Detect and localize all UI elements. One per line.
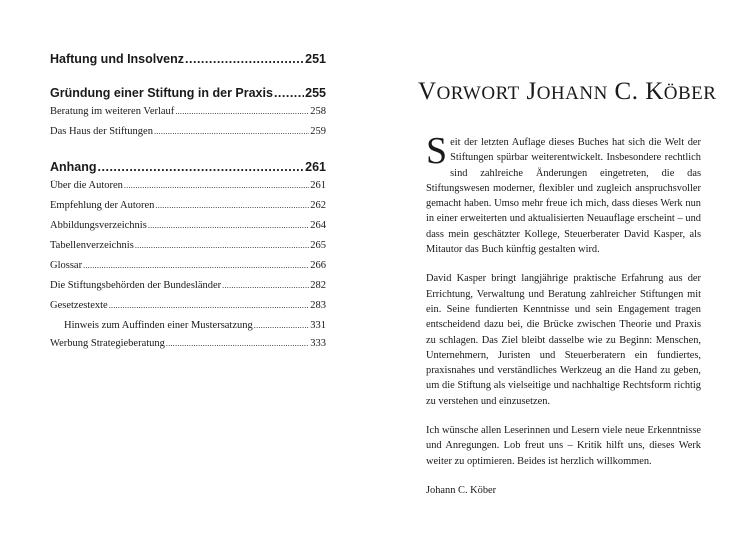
toc-entry-page: 265	[310, 240, 326, 251]
toc-entry-page: 259	[310, 126, 326, 137]
toc-entry-page: 251	[305, 52, 326, 66]
toc-entry-page: 331	[310, 320, 326, 331]
toc-leader-dots	[83, 261, 309, 270]
toc-leader-dots	[124, 181, 309, 190]
toc-leader-dots	[135, 241, 309, 250]
preface-paragraph-1: Seit der letzten Auflage dieses Buches hat sich die Welt der Stiftungen spürbar weiterentwickelt. Insbesondere rechtlich sind zahlreiche Änderungen eingetreten, die das Stiftungswesen moderner, flexibler und zugleich anspruchsvoller gemacht haben. Umso mehr freue ich mich, dass dieses Werk nun in einer erweiterten und aktualisierten Neuauflage erscheint – und dass mein geschätzter Kollege, Steuerberater David Kasper, als Mitautor das Buch künftig gestalten wird.	[426, 130, 701, 256]
table-of-contents	[50, 52, 326, 358]
toc-entry-title: Haftung und Insolvenz	[50, 52, 185, 66]
toc-entry	[50, 126, 326, 146]
preface-paragraph-3: Ich wünsche allen Leserinnen und Lesern viele neue Erkenntnisse und Anregungen. Lob freut uns – Kritik hilft uns, dieses Werk weiter zu optimieren. Beides ist herzlich willkommen.	[426, 425, 701, 467]
toc-entry	[50, 220, 326, 240]
toc-entry-title: Über die Autoren	[50, 180, 123, 191]
toc-entry	[50, 260, 326, 280]
toc-entry	[50, 86, 326, 106]
signature: Johann C. Köber	[426, 484, 497, 496]
toc-entry	[50, 180, 326, 200]
toc-entry-page: 261	[305, 160, 326, 174]
toc-entry-title: Anhang	[50, 160, 97, 174]
toc-leader-dots	[154, 127, 309, 136]
toc-entry-page: 255	[305, 86, 326, 100]
toc-entry-page: 264	[310, 220, 326, 231]
toc-leader-dots	[185, 52, 304, 66]
toc-entry-page: 258	[310, 106, 326, 117]
toc-entry-title: Empfehlung der Autoren	[50, 200, 155, 211]
toc-entry	[50, 320, 326, 338]
toc-entry-title: Glossar	[50, 260, 83, 271]
toc-leader-dots	[155, 201, 309, 210]
toc-entry-page: 333	[310, 338, 326, 349]
toc-entry-page: 262	[310, 200, 326, 211]
toc-entry	[50, 280, 326, 300]
toc-entry-title: Abbildungsverzeichnis	[50, 220, 147, 231]
toc-entry-page: 282	[310, 280, 326, 291]
toc-entry-title: Hinweis zum Auffinden einer Mustersatzung	[64, 320, 253, 331]
toc-entry	[50, 200, 326, 220]
toc-entry-title: Werbung Strategieberatung	[50, 338, 165, 349]
preface-body	[426, 130, 701, 498]
toc-entry	[50, 52, 326, 72]
preface-paragraph-2: David Kasper bringt langjährige praktische Erfahrung aus der Errichtung, Verwaltung und Beratung zahlreicher Stiftungen mit ein. Seine fundierten Kenntnisse und sein Engagement tragen entscheidend dazu bei, die Brücke zwischen Theorie und Praxis zu schlagen. Das Ziel bleibt dasselbe wie zu Beginn: Menschen, Unternehmern, Juristen und Steuerberatern ein fundiertes, praxisnahes und verständliches Werkzeug an die Hand zu geben, um die Stiftung als vielseitige und nachhaltige Rechtsform richtig zu verstehen und einzusetzen.	[426, 273, 701, 407]
drop-cap: S	[426, 130, 448, 172]
toc-entry-title: Gesetzestexte	[50, 300, 108, 311]
toc-entry-title: Die Stiftungsbehörden der Bundesländer	[50, 280, 222, 291]
preface-heading: VORWORT JOHANN C. KÖBER	[418, 78, 717, 105]
toc-entry	[50, 106, 326, 126]
toc-entry-title: Tabellenverzeichnis	[50, 240, 134, 251]
toc-leader-dots	[175, 107, 309, 116]
toc-entry	[50, 160, 326, 180]
toc-entry-page: 283	[310, 300, 326, 311]
toc-leader-dots	[148, 221, 309, 230]
toc-entry-page: 261	[310, 180, 326, 191]
toc-entry-title: Gründung einer Stiftung in der Praxis	[50, 86, 273, 100]
toc-leader-dots	[109, 301, 310, 310]
toc-leader-dots	[98, 160, 305, 174]
toc-leader-dots	[254, 321, 309, 330]
toc-entry-page: 266	[310, 260, 326, 271]
toc-entry	[50, 338, 326, 358]
toc-leader-dots	[166, 339, 309, 348]
toc-entry-title: Beratung im weiteren Verlauf	[50, 106, 175, 117]
toc-leader-dots	[222, 281, 309, 290]
preface-page	[418, 78, 717, 498]
toc-entry-title: Das Haus der Stiftungen	[50, 126, 153, 137]
toc-leader-dots	[274, 86, 304, 100]
toc-entry	[50, 300, 326, 320]
toc-entry	[50, 240, 326, 260]
